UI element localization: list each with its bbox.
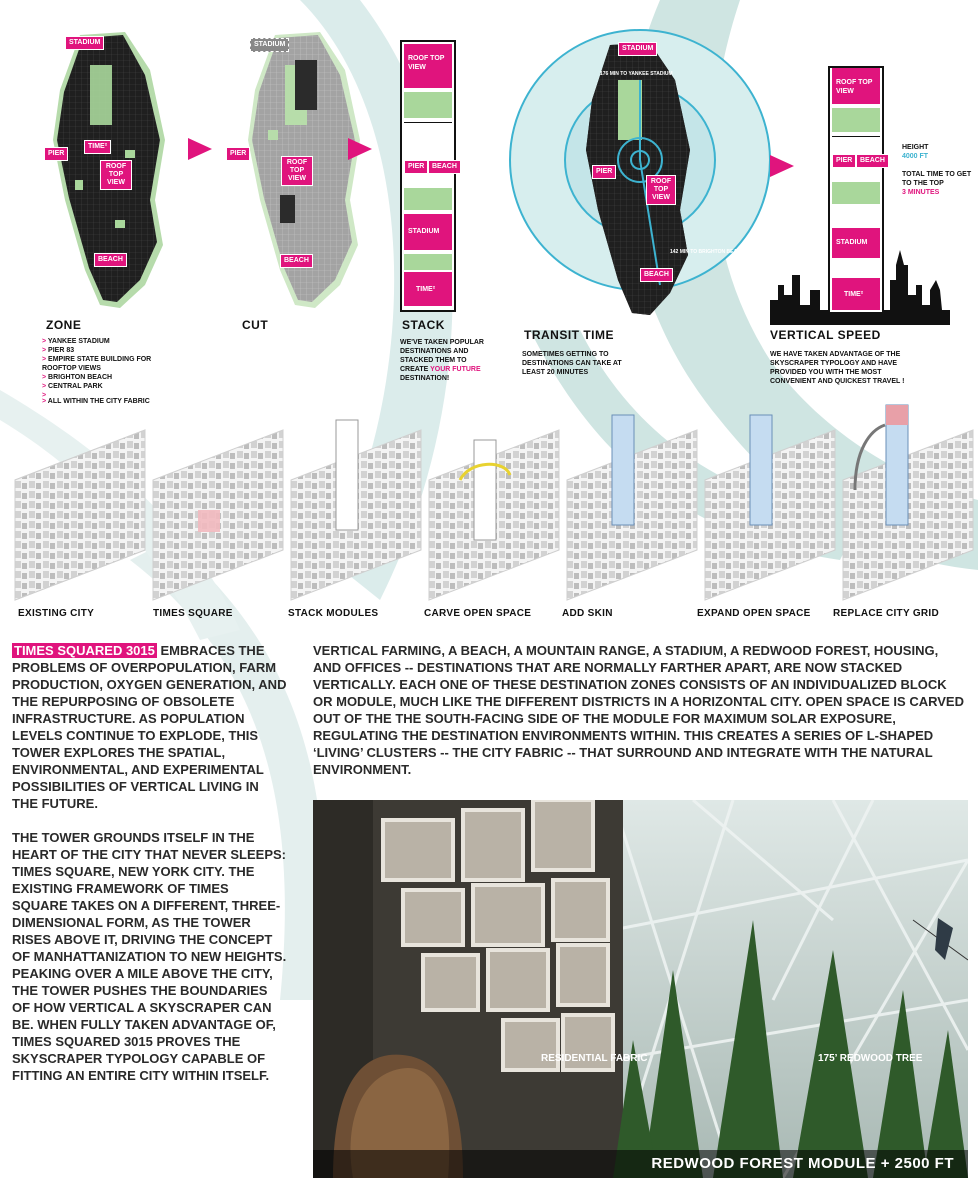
step-add-skin: ADD SKIN (562, 608, 613, 619)
ring-label-top: 176 MIN TO YANKEE STADIUM (600, 71, 673, 77)
zone-title: ZONE (46, 318, 82, 332)
vertical-title: VERTICAL SPEED (770, 328, 881, 342)
transit-text: SOMETIMES GETTING TO DESTINATIONS CAN TAKE AT LEAST 20 MINUTES (522, 351, 622, 376)
stack-text: WE'VE TAKEN POPULAR DESTINATIONS AND STACKED THEM TO CREATE YOUR FUTURE DESTINATION! (400, 339, 484, 382)
stack-block-rooftop: ROOF TOP VIEW (404, 44, 452, 88)
tag-time: TIME² (84, 140, 111, 154)
arrow-right-icon (770, 155, 794, 177)
step-stack-modules: STACK MODULES (288, 608, 379, 619)
render-image (313, 800, 968, 1178)
tag-pier: PIER (226, 147, 250, 161)
isometric-sequence (0, 400, 978, 605)
redwood-render (313, 800, 968, 1178)
tag-beach: BEACH (640, 268, 673, 282)
step-replace-city-grid: REPLACE CITY GRID (833, 608, 940, 619)
height-value: 4000 FT (902, 153, 929, 160)
render-caption: REDWOOD FOREST MODULE + 2500 FT (651, 1155, 954, 1172)
zone-bullet: > YANKEE STADIUM (42, 337, 167, 346)
tag-stadium: STADIUM (65, 36, 104, 50)
zone-bullet: > PIER 83 (42, 346, 167, 355)
tag-rooftop: ROOF TOP VIEW (281, 156, 313, 186)
vertical-text: WE HAVE TAKEN ADVANTAGE OF THE SKYSCRAPER TYPOLOGY AND HAVE PROVIDED YOU WITH THE MOST CONVENIENT AND QUICKEST TRAVEL ! (770, 351, 905, 385)
step-carve-open-space: CARVE OPEN SPACE (424, 608, 532, 619)
tag-beach: BEACH (280, 254, 313, 268)
step-existing-city: EXISTING CITY (18, 608, 95, 619)
tag-rooftop: ROOF TOP VIEW (646, 175, 676, 205)
tag-stadium: STADIUM (618, 42, 657, 56)
transit-title: TRANSIT TIME (524, 328, 614, 342)
step-times-square: TIMES SQUARE (153, 608, 233, 619)
tag-rooftop: ROOF TOP VIEW (100, 160, 132, 190)
vertical-block-pier-beach: PIER BEACH (832, 148, 880, 178)
step-expand-open-space: EXPAND OPEN SPACE (697, 608, 811, 619)
cut-title: CUT (242, 318, 269, 332)
stack-block-time: TIME² (404, 272, 452, 306)
vertical-block-rooftop: ROOF TOP VIEW (832, 68, 880, 104)
tag-beach: BEACH (94, 253, 127, 267)
stack-block-pier-beach: PIER BEACH (404, 154, 452, 184)
zone-footer: > ALL WITHIN THE CITY FABRIC (42, 397, 167, 406)
arrow-right-icon (348, 138, 372, 160)
label-redwood-tree: 175’ REDWOOD TREE (818, 1053, 923, 1064)
zone-bullets (42, 337, 167, 406)
tag-pier: PIER (44, 147, 68, 161)
stack-tower (400, 40, 456, 312)
time-value: 3 MINUTES (902, 189, 940, 196)
arrow-right-icon (188, 138, 212, 160)
stack-block-stadium: STADIUM (404, 214, 452, 250)
zone-bullet: > CENTRAL PARK (42, 382, 167, 391)
tag-stadium: STADIUM (250, 38, 289, 52)
vertical-block-time: TIME² (832, 278, 880, 310)
tag-pier: PIER (592, 165, 616, 179)
project-title: TIMES SQUARED 3015 (14, 643, 155, 658)
vertical-tower (828, 66, 884, 314)
zone-bullet: > EMPIRE STATE BUILDING FOR ROOFTOP VIEWS (42, 355, 167, 373)
zone-bullet: > BRIGHTON BEACH (42, 373, 167, 382)
ring-label-side: 142 MIN TO BRIGHTON BEACH (670, 249, 745, 255)
intro-text-p2: THE TOWER GROUNDS ITSELF IN THE HEART OF THE CITY THAT NEVER SLEEPS: TIMES SQUARE, NEW YORK CITY. THE EXISTING FRAMEWORK OF TIMES SQUARE TAKES ON A DIFFERENT, THREE-DIMENSIONAL FORM, AS THE TOWER RISES ABOVE IT, DRIVING THE CONCEPT OF MANHATTANIZATION TO NEW HEIGHTS. PEAKING OVER A MILE ABOVE THE CITY, THE TOWER PUSHES THE BOUNDARIES OF HOW VERTICAL A SKYSCRAPER CAN BE. WHEN FULLY TAKEN ADVANTAGE OF, TIMES SQUARED 3015 PROVES THE SKYSCRAPER TYPOLOGY CAPABLE OF FITTING AN ENTIRE CITY WITHIN ITSELF. (12, 830, 287, 1083)
time-label: TOTAL TIME TO GET TO THE TOP (902, 171, 972, 187)
intro-text: TIMES SQUARED 3015 EMBRACES THE PROBLEMS OF OVERPOPULATION, FARM PRODUCTION, OXYGEN GENERATION, AND THE REPURPOSING OF OBSOLETE INFRASTRUCTURE. AS POPULATION LEVELS CONTINUE TO EXPLODE, THIS TOWER EXPLORES THE SPATIAL, ENVIRONMENTAL, AND EXPERIMENTAL POSSIBILITIES OF VERTICAL LIVING IN THE FUTURE. THE TOWER GROUNDS ITSELF IN THE HEART OF THE CITY THAT NEVER SLEEPS: TIMES SQUARE, NEW YORK CITY. THE EXISTING FRAMEWORK OF TIMES SQUARE TAKES ON A DIFFERENT, THREE-DIMENSIONAL FORM, AS THE TOWER RISES ABOVE IT, DRIVING THE CONCEPT OF MANHATTANIZATION TO NEW HEIGHTS. PEAKING OVER A MILE ABOVE THE CITY, THE TOWER PUSHES THE BOUNDARIES OF HOW VERTICAL A SKYSCRAPER CAN BE. WHEN FULLY TAKEN ADVANTAGE OF, TIMES SQUARED 3015 PROVES THE SKYSCRAPER TYPOLOGY CAPABLE OF FITTING AN ENTIRE CITY WITHIN ITSELF. (12, 643, 287, 1083)
vertical-block-stadium: STADIUM (832, 228, 880, 258)
stack-title: STACK (402, 318, 445, 332)
description-text: VERTICAL FARMING, A BEACH, A MOUNTAIN RANGE, A STADIUM, A REDWOOD FOREST, HOUSING, AND OFFICES -- DESTINATIONS THAT ARE NORMALLY FARTHER APART, ARE NOW STACKED VERTICALLY. EACH ONE OF THESE DESTINATION ZONES CONSISTS OF AN INDIVIDUALIZED BLOCK OR MODULE, MUCH LIKE THE DIFFERENT DISTRICTS IN A HORIZONTAL CITY. OPEN SPACE IS CARVED OUT OF THE THE SOUTH-FACING SIDE OF THE MODULE FOR MAXIMUM SOLAR EXPOSURE, REGULATING THE DESTINATION ENVIRONMENTS WITHIN. THIS CREATES A SERIES OF L-SHAPED ‘LIVING’ CLUSTERS -- THE CITY FABRIC -- THAT SURROUND AND INTEGRATE WITH THE NATURAL ENVIRONMENT. (313, 643, 964, 777)
label-residential-fabric: RESIDENTIAL FABRIC (541, 1053, 648, 1064)
height-label: HEIGHT (902, 144, 929, 151)
